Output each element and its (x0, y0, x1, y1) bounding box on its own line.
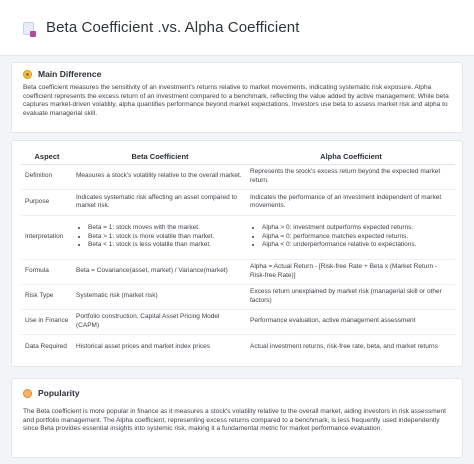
header-beta: Beta Coefficient (73, 150, 247, 164)
list-item: • Alpha < 0: underperformance relative to expectations. (262, 241, 452, 250)
row-aspect: Definition (21, 164, 73, 189)
row-beta: Beta = Covariance(asset, market) / Variance(market) (73, 259, 247, 284)
list-item: • Alpha = 0: performance matches expected returns. (262, 233, 452, 242)
main-difference-title: Main Difference (38, 69, 102, 79)
row-alpha: Actual investment returns, risk-free rate, beta, and market returns (247, 334, 455, 359)
list-item: • Beta = 1: stock moves with the market. (88, 224, 244, 233)
popularity-text: The Beta coefficient is more popular in finance as it measures a stock's volatility relative to the overall market, aiding investors in risk assessment and portfolio management. The Alpha coefficient, representing excess returns compared to a benchmark, is less frequently used independently since Beta provides essential insights into systemic risk, making it a fundamental metric for market performance evaluation. (23, 408, 446, 433)
row-aspect: Interpretation (21, 215, 73, 259)
table-header-row (21, 150, 455, 164)
row-beta: Measures a stock's volatility relative to the overall market. (73, 164, 247, 189)
row-aspect: Risk Type (21, 284, 73, 309)
row-alpha: Indicates the performance of an investment independent of market movements. (247, 189, 455, 215)
table-row (21, 164, 455, 189)
list-item: • Alpha > 0: investment outperforms expected returns. (262, 224, 452, 233)
main-difference-text: Beta coefficient measures the sensitivity of an investment's returns relative to market movements, indicating systematic risk exposure. Alpha coefficient represents the excess return of an investment compared to a benchmark, reflecting the value added by active management. While beta captures market-driven volatility, alpha quantifies performance beyond market expectations. Investors use beta to assess market risk and alpha to evaluate managerial skill. (23, 84, 449, 117)
main-difference-heading (23, 69, 101, 79)
row-alpha: Alpha = Actual Return - [Risk-free Rate + Beta x (Market Return - Risk-free Rate)] (247, 259, 455, 284)
list-item: • Beta < 1: stock is less volatile than market. (88, 241, 244, 250)
row-aspect: Use in Finance (21, 309, 73, 334)
badge-icon (23, 70, 32, 79)
comparison-table (21, 150, 455, 359)
page-header (0, 0, 474, 56)
table-row (21, 334, 455, 359)
table-row (21, 215, 455, 259)
row-beta: Systematic risk (market risk) (73, 284, 247, 309)
beta-interpretation-list (76, 224, 244, 250)
row-aspect: Formula (21, 259, 73, 284)
table-row (21, 259, 455, 284)
list-item: • Beta > 1: stock is more volatile than market. (88, 233, 244, 242)
row-beta (73, 215, 247, 259)
popularity-heading (23, 388, 80, 398)
popularity-card (11, 378, 463, 458)
header-alpha: Alpha Coefficient (247, 150, 455, 164)
page-title: Beta Coefficient .vs. Alpha Coefficient (46, 19, 300, 36)
row-aspect: Purpose (21, 189, 73, 215)
table-row (21, 284, 455, 309)
table-row (21, 189, 455, 215)
main-difference-card (11, 62, 463, 133)
document-icon (23, 22, 34, 35)
popularity-icon (23, 389, 32, 398)
alpha-interpretation-list (250, 224, 452, 250)
row-aspect: Data Required (21, 334, 73, 359)
popularity-title: Popularity (38, 388, 80, 398)
header-aspect: Aspect (21, 150, 73, 164)
row-alpha: Excess return unexplained by market risk (managerial skill or other factors) (247, 284, 455, 309)
row-beta: Portfolio construction, Capital Asset Pricing Model (CAPM) (73, 309, 247, 334)
row-alpha (247, 215, 455, 259)
row-alpha: Represents the stock's excess return beyond the expected market return. (247, 164, 455, 189)
comparison-table-card (11, 140, 463, 367)
row-beta: Historical asset prices and market index prices (73, 334, 247, 359)
row-alpha: Performance evaluation, active management assessment (247, 309, 455, 334)
table-row (21, 309, 455, 334)
row-beta: Indicates systematic risk affecting an asset compared to market risk. (73, 189, 247, 215)
